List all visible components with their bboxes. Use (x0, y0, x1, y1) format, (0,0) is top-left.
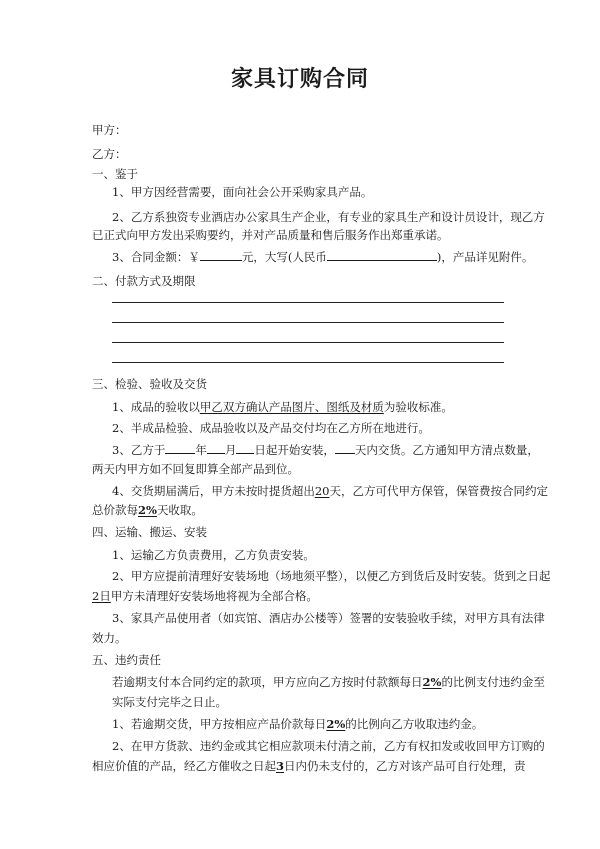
late-payment-prefix: 若逾期支付本合同约定的款项，甲方应向乙方按时付款额每日 (112, 675, 423, 689)
payment-blank-line-2[interactable] (112, 322, 504, 323)
amount-label: 3、合同金额：￥ (112, 250, 200, 264)
install-day-blank[interactable] (236, 442, 254, 454)
section-5-intro-line-2: 实际支付完毕之日止。 (112, 695, 227, 709)
section-3-item-3-line-1 (112, 442, 539, 458)
site-clear-suffix: 甲方未清理好安装场地将视为全部合格。 (110, 589, 318, 603)
section-3-item-1 (112, 399, 453, 415)
payment-blank-line-4[interactable] (112, 362, 504, 363)
collection-days: 3 (276, 759, 285, 773)
amount-suffix: )，产品详见附件。 (436, 250, 534, 264)
section-3-item-3-line-2: 两天内甲方如不回复即算全部产品到位。 (92, 462, 299, 476)
section-5-item-1 (112, 716, 483, 732)
section-4-item-3-line-2: 效力。 (92, 631, 127, 645)
delivery-days-suffix: 天内交货。乙方通知甲方清点数量， (354, 443, 539, 457)
item-1-standard: 甲乙双方确认产品图片、图纸及材质 (199, 400, 384, 414)
month-label: 月 (224, 443, 237, 457)
section-1-item-2-line-1: 2、乙方系独资专业酒店办公家具生产企业，有专业的家具生产和设计员设计，现乙方 (112, 210, 545, 224)
amount-words-blank[interactable] (327, 249, 437, 261)
section-1-heading: 一、鉴于 (92, 167, 138, 181)
section-5-intro-line-1 (112, 674, 545, 690)
payment-blank-line-1[interactable] (112, 302, 504, 303)
late-delivery-prefix: 1、若逾期交货，甲方按相应产品价款每日 (112, 717, 327, 731)
item-1-prefix: 1、成品的验收以 (112, 400, 200, 414)
late-payment-rate: 2% (422, 675, 442, 689)
install-month-blank[interactable] (207, 442, 225, 454)
storage-fee-rate: 2% (138, 503, 157, 517)
section-5-item-2-line-2 (92, 758, 526, 774)
install-year-blank[interactable] (165, 442, 195, 454)
section-3-heading: 三、检验、验收及交货 (92, 377, 207, 391)
late-payment-suffix: 的比例支付违约金至 (441, 675, 545, 689)
section-4-item-2-line-2 (92, 588, 318, 604)
section-1-item-3 (112, 249, 533, 265)
section-4-heading: 四、运输、搬运、安装 (92, 525, 207, 539)
day-label: 日起开始安装， (254, 443, 335, 457)
section-5-heading: 五、违约责任 (92, 653, 161, 667)
section-4-item-2-line-1: 2、甲方应提前清理好安装场地（场地须平整），以便乙方到货后及时安装。货到之日起 (112, 569, 551, 583)
storage-fee-prefix: 总价款每 (92, 503, 138, 517)
section-3-item-4-line-1 (112, 483, 548, 499)
section-3-item-4-line-2 (92, 502, 203, 518)
section-3-item-2: 2、半成品检验、成品验收以及产品交付均在乙方所在地进行。 (112, 421, 430, 435)
install-date-prefix: 3、乙方于 (112, 443, 166, 457)
late-delivery-rate: 2% (326, 717, 346, 731)
party-b-label: 乙方： (92, 147, 127, 161)
party-a-label: 甲方： (92, 123, 127, 137)
collection-suffix: 日内仍未支付的，乙方对该产品可自行处理，责 (284, 759, 526, 773)
section-1-item-2-line-2: 已正式向甲方发出采购要约，并对产品质量和售后服务作出郑重承诺。 (92, 228, 449, 242)
payment-blank-line-3[interactable] (112, 342, 504, 343)
late-delivery-suffix: 的比例向乙方收取违约金。 (345, 717, 484, 731)
storage-fee-suffix: 天收取。 (156, 503, 203, 517)
section-5-item-2-line-1: 2、在甲方货款、违约金或其它相应款项未付清之前，乙方有权扣发或收回甲方订购的 (112, 739, 545, 753)
delivery-days-blank[interactable] (335, 442, 355, 454)
amount-blank[interactable] (200, 249, 242, 261)
site-clear-days: 2日 (92, 589, 111, 603)
storage-prefix: 4、交货期届满后，甲方未按时提货超出 (112, 484, 315, 498)
year-label: 年 (195, 443, 207, 457)
section-4-item-1: 1、运输乙方负责费用，乙方负责安装。 (112, 548, 315, 562)
section-1-item-1: 1、甲方因经营需要，面向社会公开采购家具产品。 (112, 185, 373, 199)
amount-words-label: 元，大写(人民币 (241, 250, 327, 264)
collection-prefix: 相应价值的产品，经乙方催收之日起 (92, 759, 276, 773)
item-1-suffix: 为验收标准。 (383, 400, 453, 414)
storage-mid: 天，乙方可代甲方保管，保管费按合同约定 (329, 484, 548, 498)
section-2-heading: 二、付款方式及期限 (92, 274, 196, 288)
section-4-item-3-line-1: 3、家具产品使用者（如宾馆、酒店办公楼等）签署的安装验收手续，对甲方具有法律 (112, 611, 545, 625)
document-title: 家具订购合同 (230, 66, 369, 92)
storage-days: 20 (314, 484, 330, 498)
